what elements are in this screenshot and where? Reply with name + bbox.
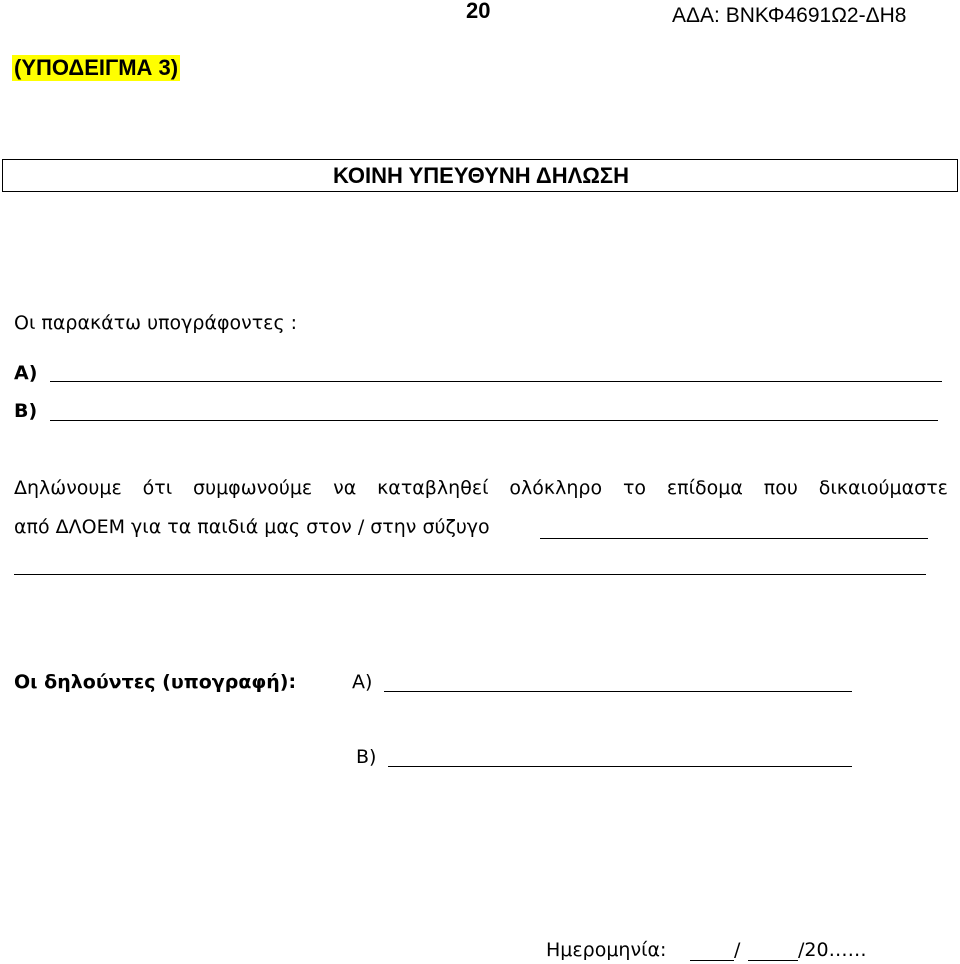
declaration-line-1: [14, 477, 948, 499]
signature-a-label: Α): [352, 671, 373, 693]
declaration-word: ότι: [142, 477, 173, 499]
declaration-word: να: [333, 477, 357, 499]
sample-label: (ΥΠΟΔΕΙΓΜΑ 3): [14, 55, 179, 80]
document-title: ΚΟΙΝΗ ΥΠΕΥΘΥΝΗ ΔΗΛΩΣΗ: [332, 163, 629, 188]
ada-code: ΑΔΑ: ΒΝΚΦ4691Ω2-ΔΗ8: [672, 4, 907, 27]
date-month-line[interactable]: [748, 960, 798, 961]
date-separator-1: /: [734, 939, 741, 961]
declaration-word: Δηλώνουμε: [14, 477, 122, 499]
spouse-line-continued[interactable]: [14, 574, 926, 575]
signatory-b-line[interactable]: [50, 420, 938, 421]
signature-b-line[interactable]: [388, 766, 852, 767]
signature-a-line[interactable]: [384, 691, 852, 692]
declaration-word: που: [763, 477, 798, 499]
declaration-word: συμφωνούμε: [193, 477, 313, 499]
declaration-word: καταβληθεί: [377, 477, 489, 499]
spouse-line[interactable]: [540, 538, 928, 539]
declaration-word: το: [622, 477, 647, 499]
date-day-line[interactable]: [690, 960, 734, 961]
signature-section-label: Οι δηλούντες (υπογραφή):: [14, 671, 297, 693]
title-box: [2, 159, 958, 192]
declaration-line-2: από ΔΛΟΕΜ για τα παιδιά μας στον / στην σύζυγο: [14, 516, 490, 538]
date-label: Ημερομηνία:: [546, 939, 667, 961]
signatory-b-label: Β): [14, 400, 38, 422]
signatories-intro: Οι παρακάτω υπογράφοντες :: [14, 312, 298, 334]
signatory-a-label: Α): [14, 362, 38, 384]
date-year: /20……: [798, 939, 867, 961]
signature-b-label: Β): [356, 746, 377, 768]
declaration-word: επίδομα: [666, 477, 743, 499]
declaration-word: ολόκληρο: [509, 477, 603, 499]
declaration-word: δικαιούμαστε: [818, 477, 948, 499]
page-number: 20: [466, 0, 491, 23]
signatory-a-line[interactable]: [50, 381, 942, 382]
